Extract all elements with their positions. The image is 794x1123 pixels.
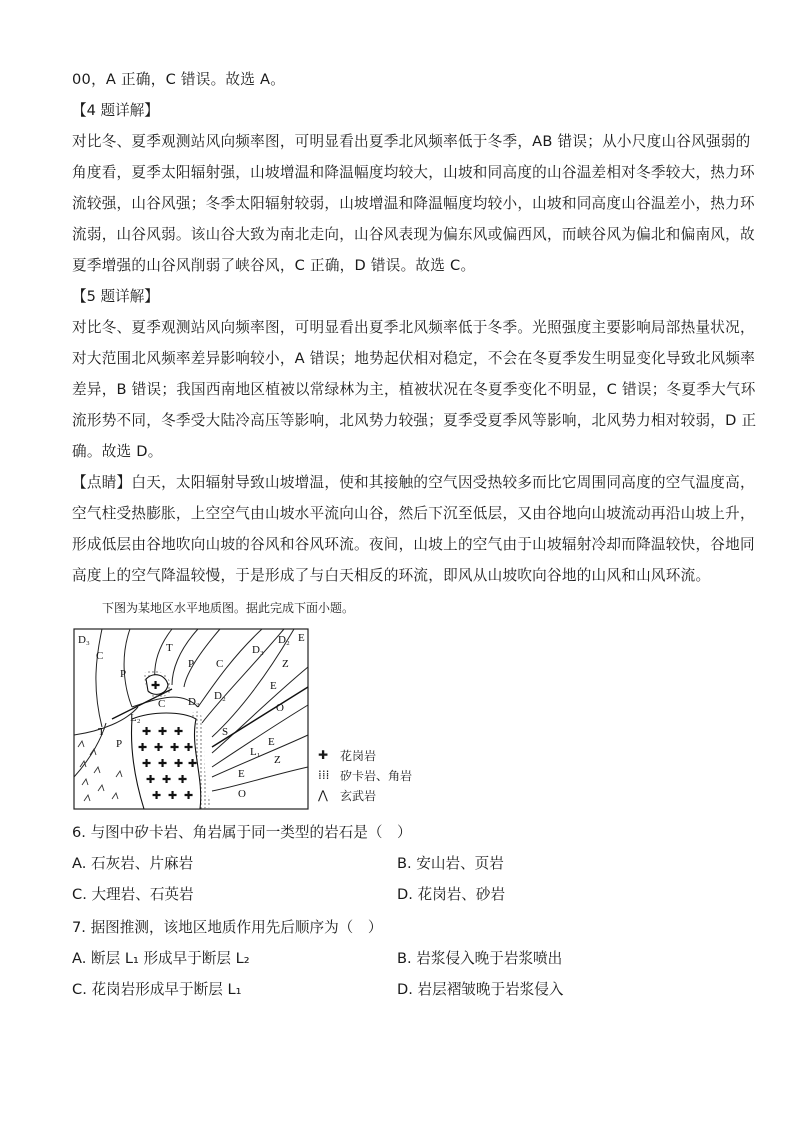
- question-7: 7. 据图推测，该地区地质作用先后顺序为（ ）: [72, 919, 383, 936]
- q4-line: 夏季增强的山谷风削弱了峡谷风，C 正确，D 错误。故选 C。: [72, 257, 476, 274]
- granite-icon: ✚: [318, 748, 329, 762]
- q7-option-d[interactable]: D. 岩层褶皱晚于岩浆侵入: [397, 981, 564, 998]
- map-label: O: [238, 788, 246, 800]
- map-label: E: [270, 680, 277, 692]
- svg-text:✚: ✚: [138, 741, 148, 754]
- svg-text:✚: ✚: [168, 789, 178, 802]
- map-legend: [318, 745, 438, 805]
- q6-option-c[interactable]: C. 大理岩、石英岩: [72, 886, 194, 903]
- q5-explanation: [72, 312, 757, 467]
- svg-text:✚: ✚: [154, 741, 164, 754]
- svg-text:✚: ✚: [174, 725, 184, 738]
- map-label: E: [268, 736, 275, 748]
- map-label: P: [120, 668, 127, 680]
- tip-line: 空气柱受热膨胀，上空空气由山坡水平流向山谷，然后下沉至低层，又由谷地向山坡流动再沿山坡上升，: [72, 505, 755, 522]
- map-label: D₃: [78, 634, 90, 646]
- q4-line: 流弱，山谷风弱。该山谷大致为南北走向，山谷风表现为偏东风或偏西风，而峡谷风为偏北和偏南风，故: [72, 226, 755, 243]
- tip-line: 【点睛】白天，太阳辐射导致山坡增温，使和其接触的空气因受热较多而比它周围同高度的空气温度高，: [72, 474, 755, 491]
- q5-line: 对大范围北风频率差异影响较小，A 错误；地势起伏相对稳定，不会在冬夏季发生明显变化导致北风频率: [72, 350, 756, 367]
- map-label: T: [98, 726, 105, 738]
- map-label: L₁: [250, 746, 261, 758]
- svg-text:✚: ✚: [184, 789, 194, 802]
- q5-line: 差异，B 错误；我国西南地区植被以常绿林为主，植被状况在冬夏季变化不明显，C 错误；冬夏季大气环: [72, 381, 756, 398]
- map-label: P: [188, 658, 195, 670]
- map-label: E: [298, 632, 305, 644]
- q4-line: 对比冬、夏季观测站风向频率图，可明显看出夏季北风频率低于冬季，AB 错误；从小尺度山谷风强弱的: [72, 133, 751, 150]
- svg-text:✚: ✚: [142, 725, 152, 738]
- map-label: C: [158, 698, 166, 710]
- tip-section: [72, 467, 755, 591]
- map-label: E: [238, 768, 245, 780]
- map-label: O: [276, 702, 284, 714]
- geologic-map: [72, 627, 432, 815]
- tip-label: 【点睛】: [72, 474, 132, 491]
- q5-line: 确。故选 D。: [72, 443, 163, 460]
- map-label: P: [116, 738, 123, 750]
- basalt-icon: ⋀: [318, 788, 328, 802]
- document-page: [72, 64, 757, 1005]
- q7-option-c[interactable]: C. 花岗岩形成早于断层 L₁: [72, 981, 242, 998]
- svg-text:✚: ✚: [162, 773, 172, 786]
- svg-text:✚: ✚: [170, 741, 180, 754]
- q4-line: 流较强，山谷风强；冬季太阳辐射较弱，山坡增温和降温幅度均较小，山坡和同高度山谷温差小，热力环: [72, 195, 755, 212]
- svg-text:✚: ✚: [158, 757, 168, 770]
- q6-option-b[interactable]: B. 安山岩、页岩: [397, 855, 504, 872]
- question-6: 6. 与图中矽卡岩、角岩属于同一类型的岩石是（ ）: [72, 824, 412, 841]
- figure-intro: 下图为某地区水平地质图。据此完成下面小题。: [102, 601, 355, 615]
- map-label: D₃: [252, 644, 264, 656]
- q4-line: 角度看，夏季太阳辐射强，山坡增温和降温幅度均较大，山坡和同高度的山谷温差相对冬季较大，热力环: [72, 164, 755, 181]
- legend-item-basalt: ⋀ 玄武岩: [318, 788, 377, 803]
- map-label: D₃: [188, 696, 200, 708]
- map-label: S: [222, 726, 229, 738]
- svg-text:✚: ✚: [151, 679, 161, 692]
- tip-line: 形成低层由谷地吹向山坡的谷风和谷风环流。夜间，山坡上的空气由于山坡辐射冷却而降温较快，谷地同: [72, 536, 755, 553]
- map-label: D₂: [278, 634, 290, 646]
- q7-option-b[interactable]: B. 岩浆侵入晚于岩浆喷出: [397, 950, 563, 967]
- svg-text:✚: ✚: [152, 789, 162, 802]
- svg-text:✚: ✚: [184, 741, 194, 754]
- q7-option-a[interactable]: A. 断层 L₁ 形成早于断层 L₂: [72, 950, 250, 967]
- q5-line: 对比冬、夏季观测站风向频率图，可明显看出夏季北风频率低于冬季。光照强度主要影响局部热量状况，: [72, 319, 755, 336]
- map-label: T: [166, 642, 173, 654]
- svg-text:✚: ✚: [142, 757, 152, 770]
- dotted-pattern-icon: ⁞⁞⁞: [318, 768, 330, 782]
- legend-item-granite: ✚ 花岗岩: [318, 748, 377, 763]
- q5-line: 流形势不同，冬季受大陆冷高压等影响，北风势力较强；夏季受夏季风等影响，北风势力相对较弱，D 正: [72, 412, 757, 429]
- tip-line: 高度上的空气降温较慢，于是形成了与白天相反的环流，即风从山坡吹向谷地的山风和山风环流。: [72, 567, 711, 584]
- q6-option-a[interactable]: A. 石灰岩、片麻岩: [72, 855, 194, 872]
- svg-text:✚: ✚: [158, 725, 168, 738]
- svg-text:✚: ✚: [188, 757, 198, 770]
- prev-answer-tail: 00，A 正确，C 错误。故选 A。: [72, 71, 286, 88]
- map-label: Z: [282, 658, 289, 670]
- map-label: C: [96, 650, 104, 662]
- map-label: D₂: [214, 690, 226, 702]
- svg-text:✚: ✚: [146, 773, 156, 786]
- q5-heading: 【5 题详解】: [72, 288, 159, 305]
- map-label: Z: [274, 754, 281, 766]
- map-label: L₂: [130, 712, 141, 724]
- svg-text:✚: ✚: [174, 757, 184, 770]
- map-label: C: [216, 658, 224, 670]
- legend-item-skarn: ⁞⁞⁞ 矽卡岩、角岩: [318, 768, 413, 783]
- q6-option-d[interactable]: D. 花岗岩、砂岩: [397, 886, 506, 903]
- svg-text:✚: ✚: [178, 773, 188, 786]
- q4-explanation: [72, 126, 755, 281]
- q4-heading: 【4 题详解】: [72, 102, 159, 119]
